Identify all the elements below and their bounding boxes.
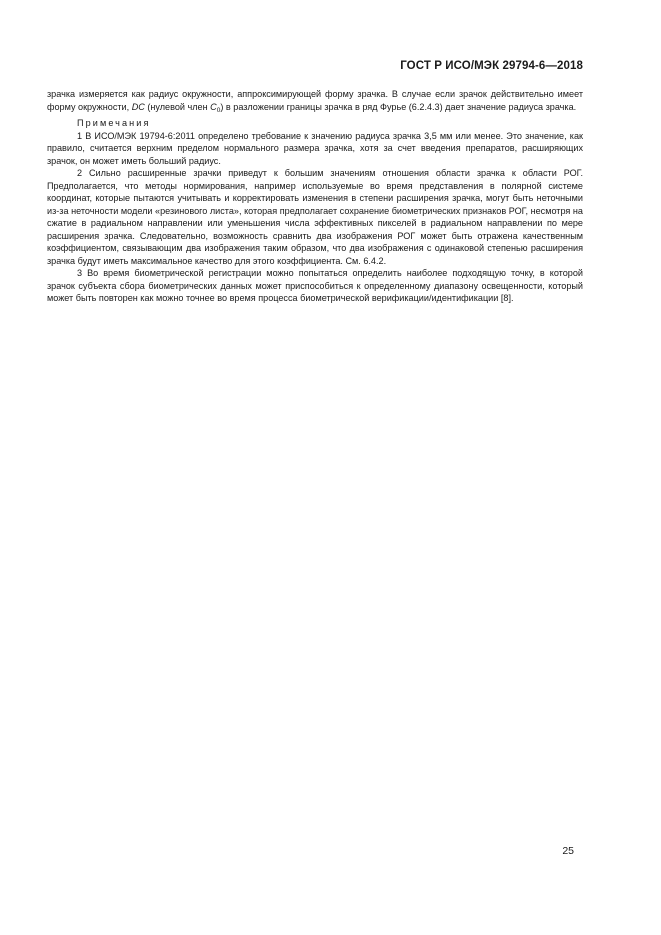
note-2: 2 Сильно расширенные зрачки приведут к большим значениям отношения области зрачка к области РОГ. Предполагается, что методы нормирования, например используемые во время представления в полярной системе координат, которые пытаются учитывать и корректировать изменения в степени расширения зрачка, могут быть неточными из-за неточности модели «резинового листа», которая предполагает сохранение биометрических признаков РОГ, несмотря на сжатие в радиальном направлении или уменьшения числа эффективных пикселей в радиальном направлении по мере расширения зрачка. Следовательно, возможность сравнить два изображения РОГ может быть отражена качественным коэффициентом, связывающим два изображения таким образом, что два изображения с одинаковой степенью расширения зрачка будут иметь максимальное качество для этого коэффициента. См. 6.4.2.: [47, 168, 583, 266]
notes-title: Примечания: [77, 118, 151, 128]
document-body: [47, 88, 583, 305]
document-header: ГОСТ Р ИСО/МЭК 29794-6—2018: [400, 60, 583, 72]
paragraph-continuation: [47, 88, 583, 113]
c-subscript: 0: [216, 106, 221, 114]
c-term: C: [210, 101, 217, 112]
paragraph-text-part2: (нулевой член: [144, 101, 211, 112]
page-number: 25: [562, 845, 574, 857]
dc-term: DC: [131, 101, 145, 112]
paragraph-text-part3: ) в разложении границы зрачка в ряд Фурье (6.2.4.3) дает значение радиуса зрачка.: [220, 101, 577, 112]
note-3: 3 Во время биометрической регистрации можно попытаться определить наиболее подходящую точку, в которой зрачок субъекта сбора биометрических данных может приспособиться к определенному диапазону освещенности, который может быть повторен как можно точнее во время процесса биометрической верификации/идентификации [8].: [47, 268, 583, 303]
note-1: 1 В ИСО/МЭК 19794-6:2011 определено требование к значению радиуса зрачка 3,5 мм или менее. Это значение, как правило, считается верхним пределом нормального размера зрачка, хотя за счет введения препаратов, расширяющих зрачок, он может иметь больший радиус.: [47, 130, 583, 166]
paragraph-text-part1: зрачка измеряется как радиус окружности, аппроксимирующей форму зрачка. В случае если зрачок действительно имеет форму окружности,: [47, 89, 583, 112]
